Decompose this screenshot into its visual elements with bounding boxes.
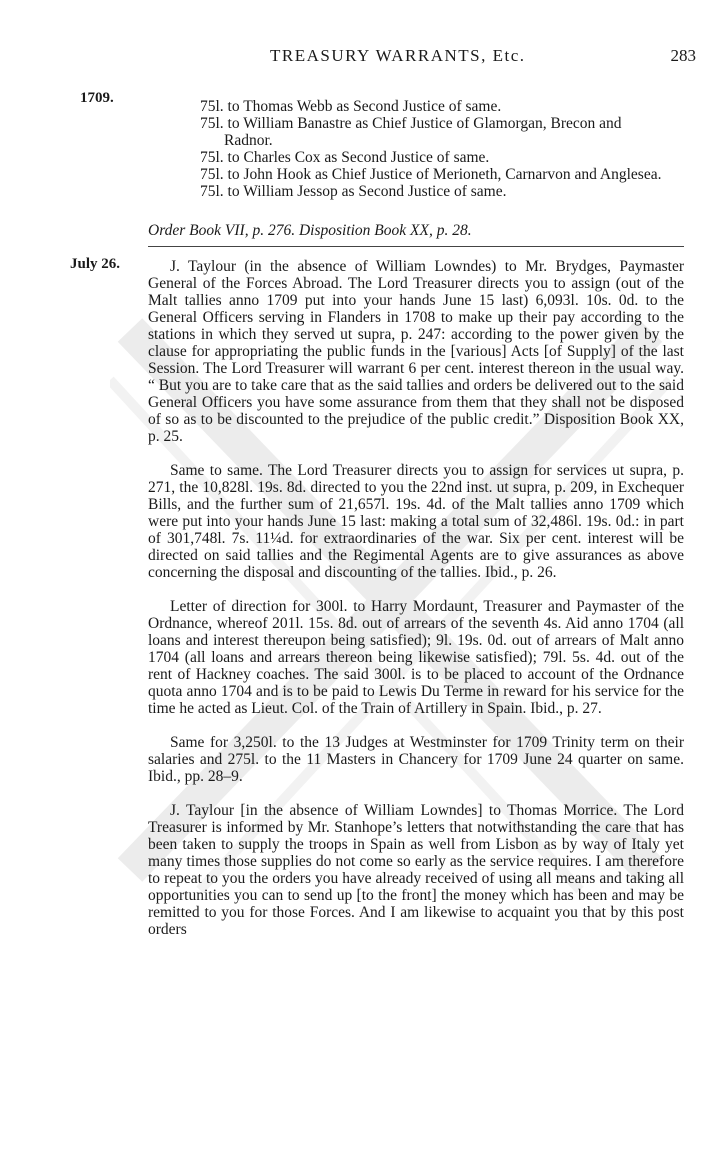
section-divider [148,246,684,247]
appointment-list [200,98,670,200]
running-title: TREASURY WARRANTS, Etc. [270,46,526,65]
page-number: 283 [670,46,696,65]
list-item: 75l. to Thomas Webb as Second Justice of same. [200,98,502,115]
list-item: 75l. to Charles Cox as Second Justice of same. [200,149,490,166]
margin-date: July 26. [70,256,121,272]
paragraph: J. Taylour [in the absence of William Lowndes] to Thomas Morrice. The Lord Treasurer is informed by Mr. Stanhope’s letters that notwithstanding the care that has been taken to supply the troops in Spain as well from Lisbon as by way of Italy yet many times those supplies do not come so early as the service requires. I am therefore to repeat to you the orders you have already received of using all means and taking all opportunities you can to send up [to the front] the money which has been and may be remitted to you for those Forces. And I am likewise to acquaint you that by this post orders [148,802,684,938]
body-text [148,258,684,955]
paragraph: Same to same. The Lord Treasurer directs you to assign for services ut supra, p. 271, the 10,828l. 19s. 8d. directed to you the 22nd inst. ut supra, p. 209, in Exchequer Bills, and the further sum of 21,657l. 19s. 4d. of the Malt tallies anno 1709 which were put into your hands June 15 last: making a total sum of 32,486l. 19s. 0d.: in part of 301,748l. 7s. 11¼d. for extraordinaries of the war. Six per cent. interest will be directed on said tallies and the Regimental Agents are to give assurances as above concerning the disposal and discounting of the tallies. Ibid., p. 26. [148,462,684,581]
margin-year: 1709. [80,90,114,106]
paragraph: J. Taylour (in the absence of William Lowndes) to Mr. Brydges, Paymaster General of the Forces Abroad. The Lord Treasurer directs you to assign (out of the Malt tallies anno 1709 put into your hands June 15 last) 6,093l. 10s. 0d. to the General Officers serving in Flanders in 1708 to make up their pay according to the stations in which they served ut supra, p. 247: according to the power given by the clause for appropriating the public funds in the [various] Acts [of Supply] of the last Session. The Lord Treasurer will warrant 6 per cent. interest thereon in the usual way. “ But you are to take care that as the said tallies and orders be delivered out to the said General Officers you have some assurance from them that they shall not be disposed of so as to be discounted to the prejudice of the public credit.” Disposition Book XX, p. 25. [148,258,684,445]
list-item: 75l. to William Jessop as Second Justice of same. [200,183,507,200]
list-item: 75l. to William Banastre as Chief Justice of Glamorgan, Brecon and Radnor. [200,115,622,149]
paragraph: Letter of direction for 300l. to Harry Mordaunt, Treasurer and Paymaster of the Ordnance, whereof 201l. 15s. 8d. out of arrears of the seventh 4s. Aid anno 1704 (all loans and interest thereupon being satisfied); 9l. 19s. 0d. out of arrears of Malt anno 1704 (all loans and arrears thereon being likewise satisfied); 79l. 5s. 4d. out of the rent of Hackney coaches. The said 300l. is to be placed to account of the Ordnance quota anno 1704 and is to be paid to Lewis Du Terme in reward for his service for the time he acted as Lieut. Col. of the Train of Artillery in Spain. Ibid., p. 27. [148,598,684,717]
order-reference: Order Book VII, p. 276. Disposition Book XX, p. 28. [148,222,472,239]
list-item: 75l. to John Hook as Chief Justice of Merioneth, Carnarvon and Anglesea. [200,166,662,183]
paragraph: Same for 3,250l. to the 13 Judges at Westminster for 1709 Trinity term on their salaries and 275l. to the 11 Masters in Chancery for 1709 June 24 quarter on same. Ibid., pp. 28–9. [148,734,684,785]
running-head [120,46,710,70]
